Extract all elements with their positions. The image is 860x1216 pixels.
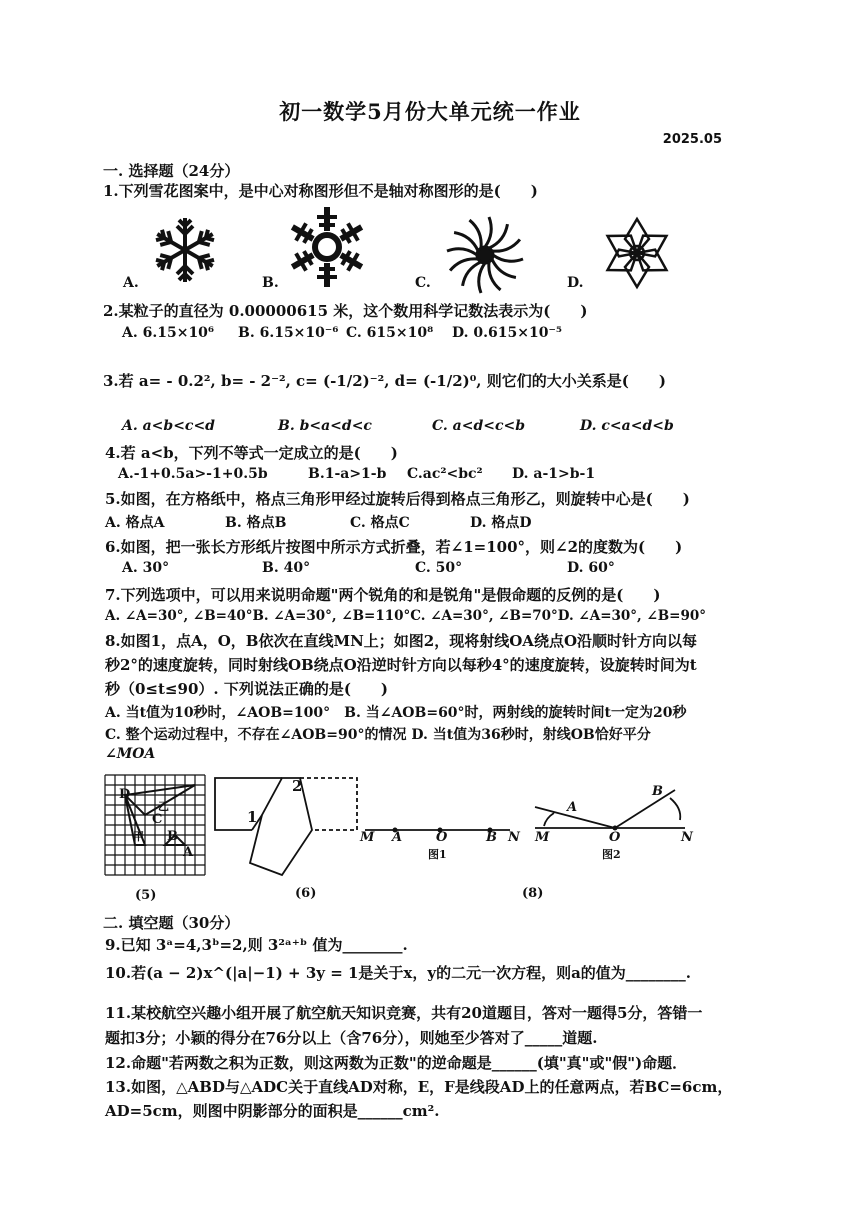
q8-options-ab: A. 当t值为10秒时，∠AOB=100° B. 当∠AOB=60°时，两射线的旋转时间t一定为20秒 [105, 705, 687, 721]
q4-option-c: C.ac²<bc² [407, 466, 483, 482]
date-label: 2025.05 [662, 132, 722, 147]
fig8a-label-a: A [392, 830, 403, 845]
q3-option-d: D. c<a<d<b [580, 418, 674, 434]
q1-option-b: B. [262, 275, 279, 291]
q8-option-d-cont: ∠MOA [105, 746, 156, 762]
page-title: 初一数学5月份大单元统一作业 [279, 99, 581, 124]
question-7: 7.下列选项中，可以用来说明命题"两个锐角的和是锐角"是假命题的反例的是( ) [105, 586, 661, 604]
fig8-caption: (8) [522, 886, 544, 901]
fig8b-label-b: B [652, 784, 663, 799]
question-11-line-2: 题扣3分；小颖的得分在76分以上（含76分），则她至少答对了_____道题. [105, 1029, 598, 1047]
fig8a-label-m: M [360, 830, 375, 845]
q7-options: A. ∠A=30°, ∠B=40°B. ∠A=30°, ∠B=110°C. ∠A=30°, ∠B=70°D. ∠A=30°, ∠B=90° [105, 608, 707, 624]
q2-option-c: C. 615×10⁸ [346, 325, 434, 341]
fig5-label-b: B [167, 829, 178, 844]
q4-option-b: B.1-a>1-b [308, 466, 387, 482]
q8-options-cd: C. 整个运动过程中，不存在∠AOB=90°的情况 D. 当t值为36秒时，射线OB恰好平分 [105, 727, 651, 743]
question-5: 5.如图，在方格纸中，格点三角形甲经过旋转后得到格点三角形乙，则旋转中心是( ) [105, 490, 690, 508]
question-13-line-2: AD=5cm，则图中阴影部分的面积是______cm². [105, 1102, 440, 1120]
section-choice-heading: 一. 选择题（24分） [103, 162, 240, 180]
q2-option-a: A. 6.15×10⁶ [122, 325, 215, 341]
q6-option-a: A. 30° [122, 560, 170, 576]
fig5-label-d: D [119, 787, 131, 802]
fig6-label-2: 2 [292, 777, 303, 795]
fig5-label-a: A [183, 845, 194, 860]
question-6: 6.如图，把一张长方形纸片按图中所示方式折叠，若∠1=100°，则∠2的度数为( ) [105, 538, 683, 556]
snowflake-a-icon [150, 215, 220, 285]
question-10: 10.若(a − 2)x^(|a|−1) + 3y = 1是关于x，y的二元一次方程，则a的值为________. [105, 964, 692, 982]
question-12: 12.命题"若两数之积为正数，则这两数为正数"的逆命题是______(填"真"或"假")命题． [105, 1054, 688, 1072]
q5-option-b: B. 格点B [225, 515, 287, 531]
q2-option-d: D. 0.615×10⁻⁵ [452, 325, 562, 341]
fig8a-label-b: B [486, 830, 497, 845]
q3-option-b: B. b<a<d<c [278, 418, 372, 434]
fig5-caption: (5) [135, 888, 157, 903]
q6-option-b: B. 40° [262, 560, 311, 576]
snowflake-c-icon [445, 215, 525, 295]
fig6-caption: (6) [295, 886, 317, 901]
q3-option-c: C. a<d<c<b [432, 418, 526, 434]
fig5-label-yi: 乙 [158, 800, 169, 813]
snowflake-b-icon [290, 205, 365, 290]
q5-option-d: D. 格点D [470, 515, 532, 531]
question-8-line-2: 秒2°的速度旋转，同时射线OB绕点O沿逆时针方向以每秒4°的速度旋转，设旋转时间为t [105, 656, 697, 674]
fig8b-label-m: M [535, 830, 550, 845]
section-fill-heading: 二. 填空题（30分） [103, 914, 240, 932]
fig8b-label-o: O [609, 830, 621, 845]
question-9: 9.已知 3ᵃ=4,3ᵇ=2,则 3²ᵃ⁺ᵇ 值为________. [105, 936, 408, 954]
q1-option-a: A. [123, 275, 139, 291]
q3-option-a: A. a<b<c<d [122, 418, 215, 434]
fig8a-label-o: O [436, 830, 448, 845]
q6-option-d: D. 60° [567, 560, 615, 576]
q6-option-c: C. 50° [415, 560, 463, 576]
q4-option-d: D. a-1>b-1 [512, 466, 596, 482]
fig8b-label-n: N [681, 830, 693, 845]
figure-6-fold [212, 775, 362, 885]
fig8b-label-a: A [567, 800, 578, 815]
question-11-line-1: 11.某校航空兴趣小组开展了航空航天知识竞赛，共有20道题目，答对一题得5分，答错一 [105, 1004, 703, 1022]
fig8a-label-n: N [508, 830, 520, 845]
fig8a-caption: 图1 [428, 848, 447, 861]
fig8b-caption: 图2 [602, 848, 621, 861]
question-4: 4.若 a<b，下列不等式一定成立的是( ) [105, 444, 398, 462]
question-13-line-1: 13.如图，△ABD与△ADC关于直线AD对称，E，F是线段AD上的任意两点，若BC=6cm， [105, 1078, 733, 1096]
question-2: 2.某粒子的直径为 0.00000615 米，这个数用科学记数法表示为( ) [103, 302, 588, 320]
question-1: 1.下列雪花图案中，是中心对称图形但不是轴对称图形的是( ) [103, 182, 538, 200]
fig5-label-jia: 甲 [133, 830, 144, 843]
q2-option-b: B. 6.15×10⁻⁶ [238, 325, 339, 341]
fig6-label-1: 1 [247, 808, 258, 826]
q1-option-c: C. [415, 275, 431, 291]
question-8-line-3: 秒（0≤t≤90）. 下列说法正确的是( ) [105, 680, 389, 698]
q5-option-c: C. 格点C [350, 515, 410, 531]
snowflake-d-icon [600, 218, 675, 288]
q5-option-a: A. 格点A [105, 515, 165, 531]
question-3: 3.若 a= - 0.2², b= - 2⁻², c= (-1/2)⁻², d= (-1/2)⁰, 则它们的大小关系是( ) [103, 372, 666, 390]
q1-option-d: D. [567, 275, 584, 291]
q4-option-a: A.-1+0.5a>-1+0.5b [118, 466, 268, 482]
fig5-label-c: C [152, 812, 163, 827]
question-8-line-1: 8.如图1，点A，O，B依次在直线MN上；如图2，现将射线OA绕点O沿顺时针方向以每 [105, 632, 698, 650]
